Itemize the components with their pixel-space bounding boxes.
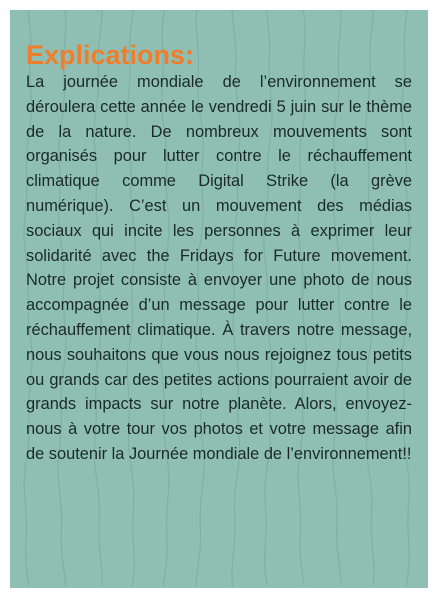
card-body-text: La journée mondiale de l’environnement se déroulera cette année le vendredi 5 juin sur le thème de la nature. De nombreux mouvements sont organisés pour lutter contre le réchauffement climatique comme Digital Strike (la grève numérique). C’est un mouvement des médias sociaux qui incite les personnes à exprimer leur solidarité avec the Fridays for Future movement. Notre projet consiste à envoyer une photo de nous accompagnée d’un message pour lutter contre le réchauffement climatique. À travers notre message, nous souhaitons que vous nous rejoignez tous petits ou grands car des petites actions pourraient avoir de grands impacts sur notre planète. Alors, envoyez-nous à votre tour vos photos et votre message afin de soutenir la Journée mondiale de l’environnement!! <box>26 73 412 463</box>
card-content <box>26 40 412 467</box>
card-title: Explications: <box>26 40 195 70</box>
explanation-card <box>10 10 428 588</box>
